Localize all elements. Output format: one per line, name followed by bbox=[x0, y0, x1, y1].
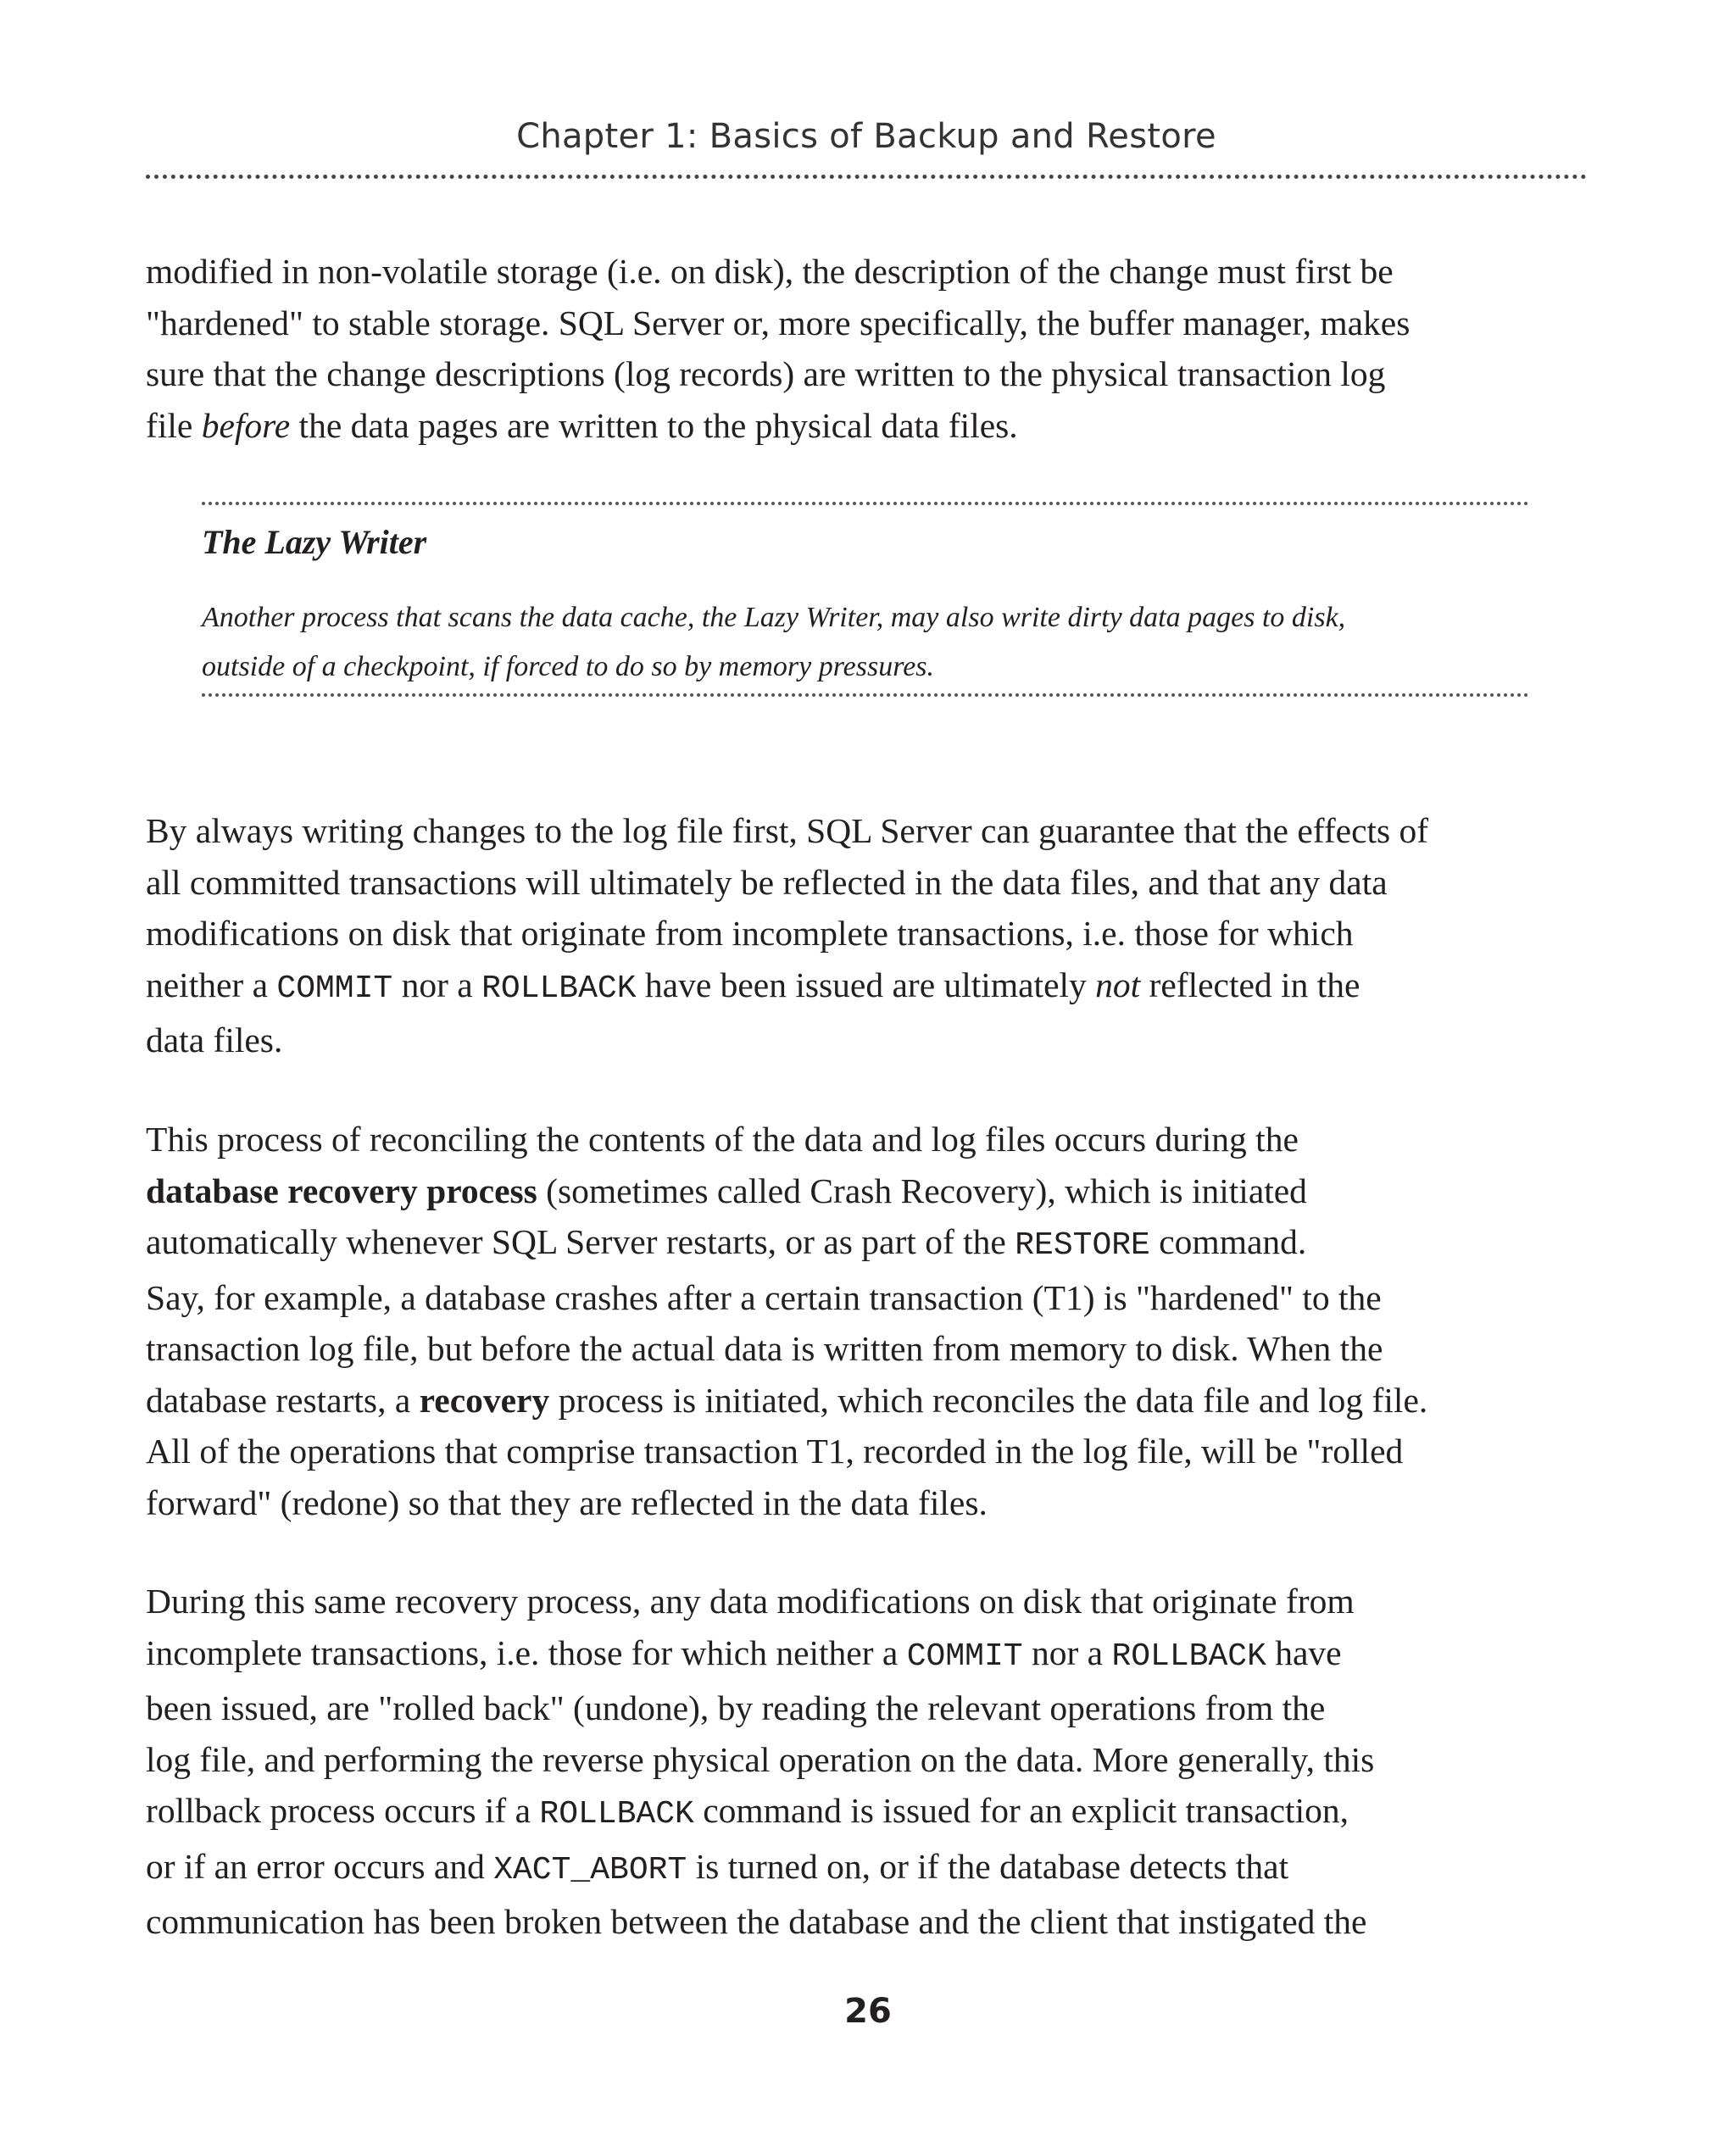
text-run: database restarts, a bbox=[146, 1380, 420, 1420]
text-run: or if an error occurs and bbox=[146, 1846, 494, 1886]
paragraph-line bbox=[146, 1841, 1597, 1897]
paragraph-line: communication has been broken between the database and the client that instigated the bbox=[146, 1902, 1367, 1941]
paragraph-line: "hardened" to stable storage. SQL Server or, more specifically, the buffer manager, makes bbox=[146, 303, 1410, 342]
text-run: reflected in the bbox=[1140, 965, 1360, 1004]
text-run: command is issued for an explicit transaction, bbox=[693, 1791, 1349, 1830]
paragraph-line bbox=[146, 1785, 1597, 1841]
text-run: command. bbox=[1149, 1222, 1307, 1261]
code-keyword: ROLLBACK bbox=[481, 970, 637, 1007]
text-run: nor a bbox=[1022, 1632, 1112, 1672]
paragraph-line: been issued, are "rolled back" (undone), by reading the relevant operations from the bbox=[146, 1688, 1326, 1727]
paragraph-line bbox=[146, 1216, 1597, 1272]
paragraph-line: Say, for example, a database crashes after a certain transaction (T1) is "hardened" to the bbox=[146, 1277, 1382, 1317]
paragraph-line bbox=[146, 1375, 1597, 1426]
code-keyword: COMMIT bbox=[906, 1638, 1023, 1675]
paragraph-line bbox=[146, 959, 1597, 1015]
paragraph-line: modifications on disk that originate from incomplete transactions, i.e. those for which bbox=[146, 914, 1354, 953]
paragraph-line: All of the operations that comprise transaction T1, recorded in the log file, will be "rolled bbox=[146, 1432, 1404, 1471]
header-divider bbox=[146, 175, 1587, 179]
text-run: have been issued are ultimately bbox=[636, 965, 1096, 1004]
code-keyword: RESTORE bbox=[1015, 1227, 1150, 1264]
paragraph-line: During this same recovery process, any data modifications on disk that originate from bbox=[146, 1582, 1355, 1621]
page-number: 26 bbox=[844, 1992, 892, 2031]
note-title: The Lazy Writer bbox=[202, 523, 427, 561]
paragraph-line: transaction log file, but before the actual data is written from memory to disk. When the bbox=[146, 1329, 1383, 1368]
note-bottom-divider bbox=[202, 693, 1529, 697]
code-keyword: XACT_ABORT bbox=[493, 1851, 687, 1888]
code-keyword: ROLLBACK bbox=[1111, 1638, 1266, 1675]
bold-term: recovery bbox=[419, 1380, 550, 1420]
text-run: (sometimes called Crash Recovery), which is initiated bbox=[537, 1171, 1307, 1210]
text-run: incomplete transactions, i.e. those for which neither a bbox=[146, 1632, 907, 1672]
paragraph-line: data files. bbox=[146, 1020, 283, 1059]
code-keyword: ROLLBACK bbox=[539, 1796, 694, 1832]
paragraph-4 bbox=[146, 1576, 1597, 1948]
note-line: Another process that scans the data cache, the Lazy Writer, may also write dirty data pages to disk, bbox=[202, 602, 1346, 633]
note-top-divider bbox=[202, 502, 1529, 505]
text-run: rollback process occurs if a bbox=[146, 1791, 540, 1830]
paragraph-line: log file, and performing the reverse physical operation on the data. More generally, this bbox=[146, 1739, 1375, 1779]
note-box bbox=[202, 502, 1529, 697]
paragraph-line: By always writing changes to the log file first, SQL Server can guarantee that the effects of bbox=[146, 811, 1429, 850]
paragraph-line: forward" (redone) so that they are reflected in the data files. bbox=[146, 1482, 988, 1522]
text-run: the data pages are written to the physical data files. bbox=[290, 405, 1018, 445]
emphasis-text: not bbox=[1095, 965, 1141, 1004]
paragraph-3 bbox=[146, 1114, 1597, 1528]
running-header: Chapter 1: Basics of Backup and Restore bbox=[516, 117, 1216, 156]
code-keyword: COMMIT bbox=[276, 970, 393, 1007]
bold-term: database recovery process bbox=[146, 1171, 537, 1210]
note-line: outside of a checkpoint, if forced to do so by memory pressures. bbox=[202, 651, 935, 682]
text-run: neither a bbox=[146, 965, 277, 1004]
text-run: nor a bbox=[392, 965, 482, 1004]
paragraph-line: This process of reconciling the contents of the data and log files occurs during the bbox=[146, 1120, 1299, 1159]
paragraph-line: all committed transactions will ultimately be reflected in the data files, and that any data bbox=[146, 862, 1388, 902]
text-run: have bbox=[1266, 1632, 1342, 1672]
emphasis-text: before bbox=[201, 405, 291, 445]
paragraph-2 bbox=[146, 805, 1597, 1066]
paragraph-line bbox=[146, 1165, 1597, 1217]
paragraph-line bbox=[146, 1627, 1597, 1683]
text-run: process is initiated, which reconciles the data file and log file. bbox=[549, 1380, 1428, 1420]
paragraph-1 bbox=[146, 246, 1597, 451]
paragraph-line: modified in non-volatile storage (i.e. on disk), the description of the change must first be bbox=[146, 252, 1394, 291]
text-run: automatically whenever SQL Server restarts, or as part of the bbox=[146, 1222, 1015, 1261]
paragraph-line bbox=[146, 400, 1597, 452]
text-run: file bbox=[146, 405, 202, 445]
note-body bbox=[202, 593, 1529, 692]
text-run: is turned on, or if the database detects that bbox=[687, 1846, 1289, 1886]
paragraph-line: sure that the change descriptions (log records) are written to the physical transaction log bbox=[146, 354, 1386, 393]
